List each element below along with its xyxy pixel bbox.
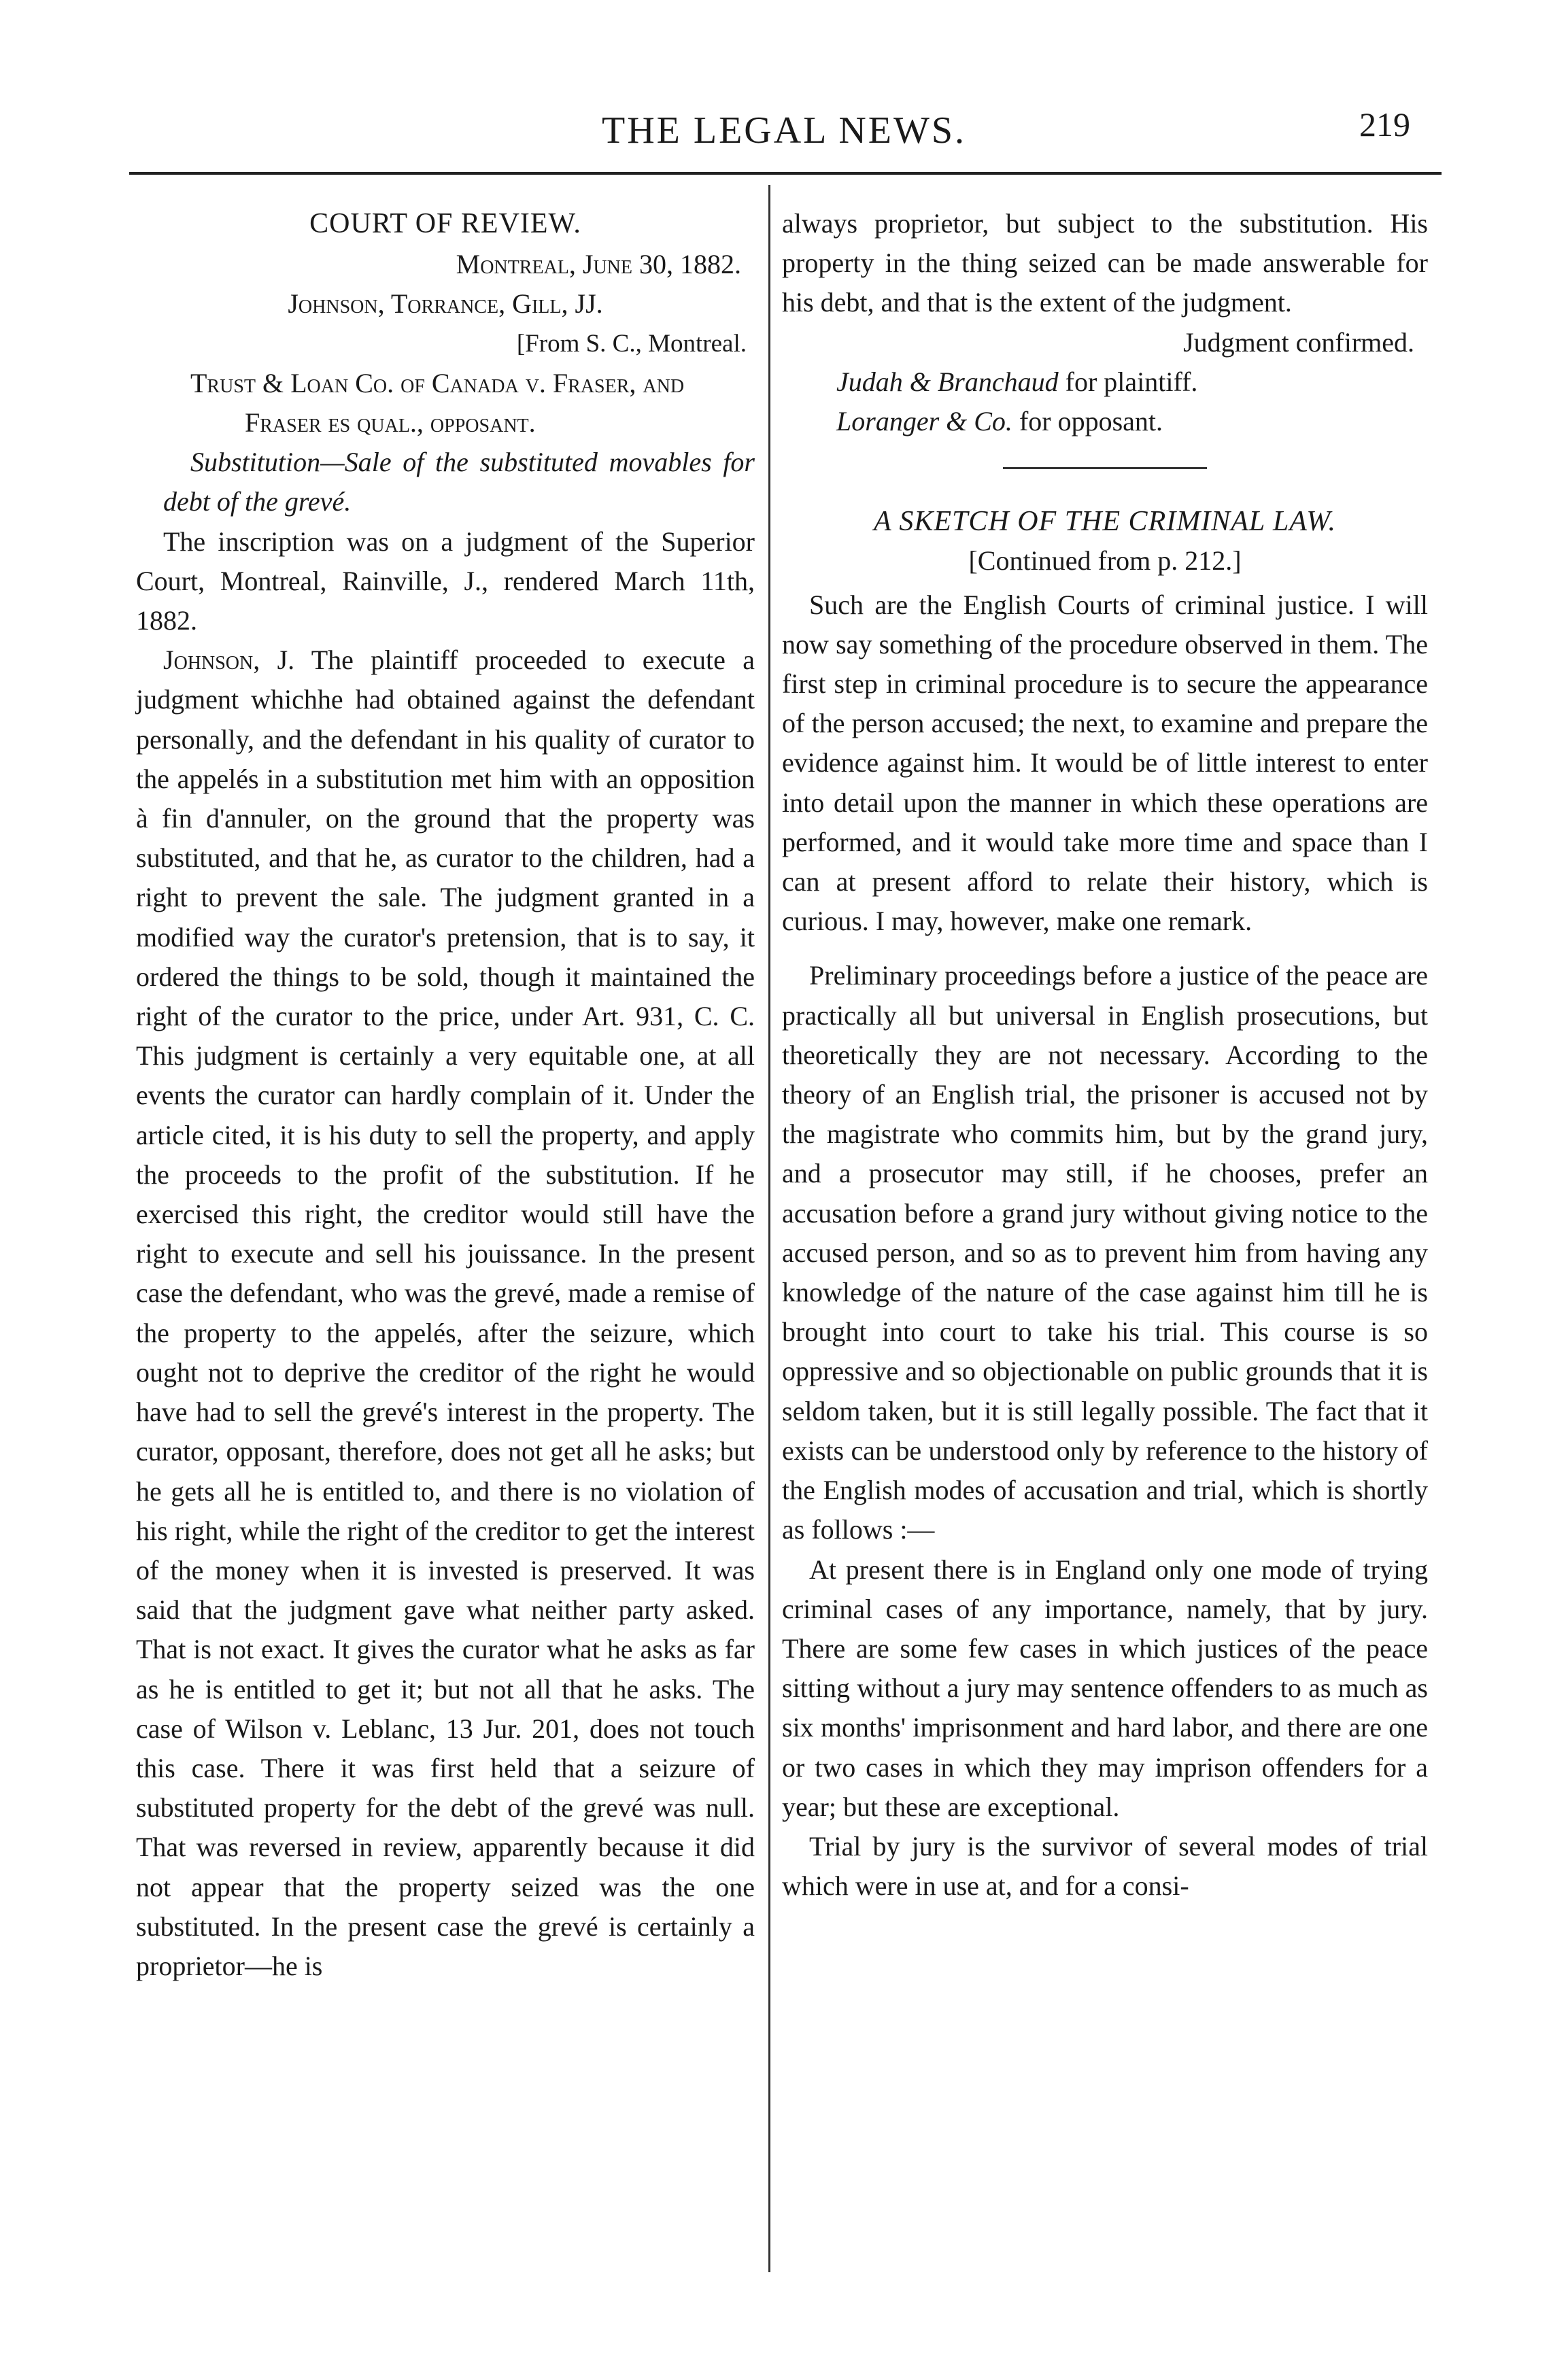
right-column bbox=[782, 204, 1428, 1906]
counsel-opposant-name: Loranger & Co. bbox=[836, 406, 1012, 437]
column-divider bbox=[768, 185, 770, 2272]
counsel-plaintiff-name: Judah & Branchaud bbox=[836, 366, 1059, 397]
page-header bbox=[0, 105, 1568, 163]
opinion-text: The plaintiff proceeded to execute a judgment whichhe had obtained against the defendant personally, and the defendant in his quality of curator to the appelés in a substitution met him with an opposition à fin d'annuler, on the ground that the property was substituted, and that he, as curator to the children, had a right to prevent the sale. The judgment granted in a modified way the curator's pretension, that is to say, it ordered the things to be sold, though it maintained the right of the curator to the price, under Art. 931, C. C. This judgment is certainly a very equitable one, at all events the curator can hardly complain of it. Under the article cited, it is his duty to sell the property, and apply the proceeds to the profit of the substitution. If he exercised this right, the creditor would still have the right to execute and sell his jouissance. In the present case the defendant, who was the grevé, made a remise of the property to the appelés, after the seizure, which ought not to deprive the creditor of the right he would have had to sell the grevé's interest in the property. The curator, opposant, therefore, does not get all he asks; but he gets all he is entitled to, and there is no violation of his right, while the right of the creditor to get the interest of the money when it is invested is preserved. It was said that the judgment gave what neither party asked. That is not exact. It gives the curator what he asks as far as he is entitled to get it; but not all that he asks. The case of Wilson v. Leblanc, 13 Jur. 201, does not touch this case. There it was first held that a seizure of substituted property for the debt of the grevé was null. That was reversed in review, apparently because it did not appear that the property seized was the one substituted. In the present case the grevé is certainly a proprietor—he is bbox=[136, 645, 755, 1981]
court-heading: COURT OF REVIEW. bbox=[309, 208, 581, 239]
dateline: Montreal, June 30, 1882. bbox=[456, 249, 741, 280]
counsel-plaintiff bbox=[782, 362, 1428, 402]
continuation-paragraph: always proprietor, but subject to the substitution. His property in the thing seized can be made answerable for his debt, and that is the extent of the judgment. bbox=[782, 208, 1428, 318]
paragraph-gap bbox=[782, 941, 1428, 956]
running-title: THE LEGAL NEWS. bbox=[602, 109, 966, 152]
judge-name: Johnson, J. bbox=[163, 645, 295, 676]
counsel-plaintiff-role: for plaintiff. bbox=[1065, 366, 1198, 397]
body-paragraph: At present there is in England only one mode of trying criminal cases of any importance, namely, that by jury. There are some few cases in which justices of the peace sitting without a jury may sentence offenders to as much as six months' imprisonment and hard labor, and there are one or two cases in which they may imprison offenders for a year; but these are exceptional. bbox=[782, 1554, 1428, 1822]
header-rule bbox=[129, 172, 1442, 175]
case-title-line-2: Fraser es qual., opposant. bbox=[245, 407, 536, 439]
result-line: Judgment confirmed. bbox=[1183, 326, 1414, 358]
page-number: 219 bbox=[1359, 105, 1410, 143]
reporter-note: [From S. C., Montreal. bbox=[516, 329, 747, 358]
article-title: A SKETCH OF THE CRIMINAL LAW. bbox=[873, 506, 1337, 538]
opinion-paragraph bbox=[136, 640, 755, 1986]
section-rule bbox=[1003, 467, 1207, 469]
counsel-opposant-role: for opposant. bbox=[1019, 406, 1163, 437]
counsel-opposant bbox=[782, 402, 1428, 441]
case-title-line-1: Trust & Loan Co. of Canada v. Fraser, and bbox=[190, 367, 685, 398]
left-column bbox=[136, 204, 755, 1986]
body-paragraph: Trial by jury is the survivor of several modes of trial which were in use at, and for a consi- bbox=[782, 1830, 1428, 1902]
syllabus: Substitution—Sale of the substituted movables for debt of the grevé. bbox=[163, 447, 755, 517]
body-paragraph: Preliminary proceedings before a justice of the peace are practically all but universal in English prosecutions, but theoretically they are not necessary. According to the theory of an English trial, the prisoner is accused not by the magistrate who commits him, but by the grand jury, and a prosecutor may still, if he chooses, prefer an accusation before a grand jury without giving notice to the accused person, and so as to prevent him from having any knowledge of the nature of the case against him till he is brought into court to take his trial. This course is so oppressive and so objectionable on public grounds that it is seldom taken, but it is still legally possible. The fact that it exists can be understood only by reference to the history of the English modes of accusation and trial, which is shortly as follows :— bbox=[782, 960, 1428, 1545]
continued-note: [Continued from p. 212.] bbox=[968, 545, 1242, 577]
judges-line: Johnson, Torrance, Gill, JJ. bbox=[288, 288, 603, 320]
body-paragraph: Such are the English Courts of criminal justice. I will now say something of the procedure observed in them. The first step in criminal procedure is to secure the appearance of the person accused; the next, to examine and prepare the evidence against him. It would be of little interest to enter into detail upon the manner in which these operations are performed, and it would take more time and space than I can at present afford to relate their history, which is curious. I may, however, make one remark. bbox=[782, 589, 1428, 937]
intro-paragraph: The inscription was on a judgment of the Superior Court, Montreal, Rainville, J., rendered March 11th, 1882. bbox=[136, 526, 755, 636]
